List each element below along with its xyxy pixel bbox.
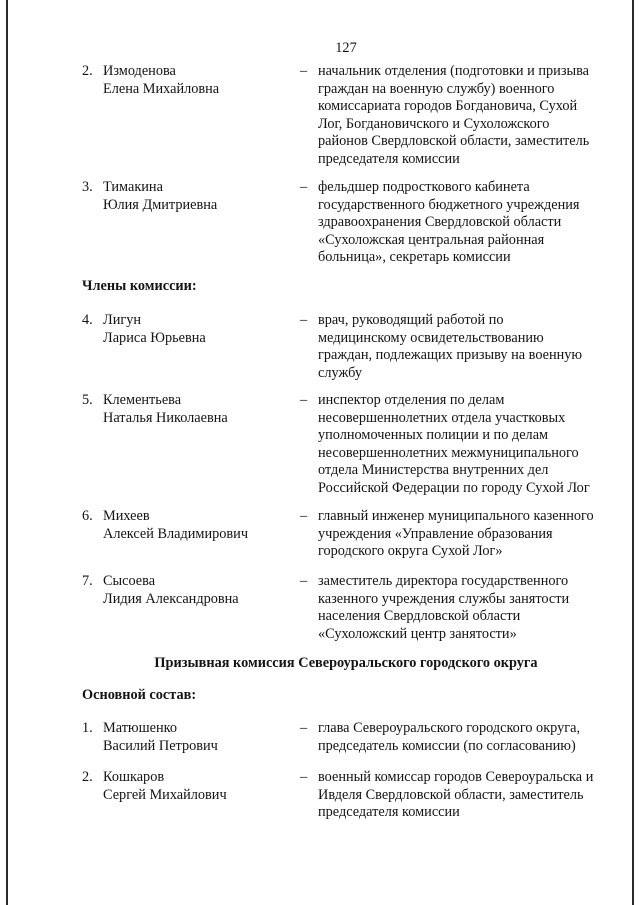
member-position: [318, 312, 618, 382]
position-line: казенного учреждения службы занятости: [318, 590, 570, 607]
scan-edge-right: [632, 0, 634, 905]
position-line: несовершеннолетних отдела участковых: [318, 409, 566, 426]
member-surname: Лигун: [103, 312, 142, 328]
member-surname: Кошкаров: [103, 769, 165, 785]
commission-heading: Призывная комиссия Североуральского городского округа: [154, 655, 538, 671]
member-given-names: Лидия Александровна: [103, 590, 239, 607]
position-line: несовершеннолетних межмуниципального: [318, 444, 579, 461]
entry-number: 2.: [82, 769, 93, 785]
member-surname: Сысоева: [103, 573, 156, 589]
entry-number: 4.: [82, 312, 93, 328]
entry-number: 6.: [82, 508, 93, 524]
member-position: [318, 769, 618, 822]
position-line: Лог, Богдановичского и Сухоложского: [318, 115, 550, 132]
member-position: [318, 508, 618, 561]
member-position: [318, 63, 618, 169]
entry-dash: –: [300, 179, 308, 195]
member-surname: Михеев: [103, 508, 150, 524]
member-name: [103, 769, 293, 804]
member-position: [318, 573, 618, 643]
position-line: городского округа Сухой Лог»: [318, 543, 503, 560]
entry-number: 3.: [82, 179, 93, 195]
position-line: заместитель директора государственного: [318, 573, 569, 589]
position-line: главный инженер муниципального казенного: [318, 508, 594, 524]
member-surname: Тимакина: [103, 179, 163, 195]
position-line: граждан, подлежащих призыву на военную: [318, 347, 583, 364]
scan-edge-left: [6, 0, 8, 905]
member-surname: Клементьева: [103, 392, 182, 408]
member-given-names: Наталья Николаевна: [103, 409, 228, 426]
position-line: здравоохранения Свердловской области: [318, 214, 562, 231]
member-position: [318, 720, 618, 755]
position-line: службу: [318, 364, 363, 381]
entry-number: 5.: [82, 392, 93, 408]
entry-dash: –: [300, 312, 308, 328]
member-position: [318, 179, 618, 267]
position-line: населения Свердловской области: [318, 608, 521, 625]
position-line: военный комиссар городов Североуральска и: [318, 769, 594, 785]
position-line: «Сухоложский центр занятости»: [318, 625, 517, 642]
member-name: [103, 179, 293, 214]
position-line: фельдшер подросткового кабинета: [318, 179, 530, 195]
member-given-names: Юлия Дмитриевна: [103, 196, 218, 213]
entry-dash: –: [300, 63, 308, 79]
entry-dash: –: [300, 769, 308, 785]
position-line: комиссариата городов Богдановича, Сухой: [318, 98, 578, 115]
entry-dash: –: [300, 508, 308, 524]
position-line: Российской Федерации по городу Сухой Лог: [318, 479, 590, 496]
entry-dash: –: [300, 573, 308, 589]
entry-number: 7.: [82, 573, 93, 589]
main-composition-heading: Основной состав:: [82, 687, 197, 703]
position-line: врач, руководящий работой по: [318, 312, 504, 328]
position-line: председателя комиссии: [318, 150, 460, 167]
entry-dash: –: [300, 720, 308, 736]
member-name: [103, 573, 293, 608]
position-line: председателя комиссии: [318, 804, 460, 821]
member-name: [103, 63, 293, 98]
position-line: районов Свердловской области, заместитель: [318, 133, 590, 150]
position-line: начальник отделения (подготовки и призыва: [318, 63, 589, 79]
position-line: граждан на военную службу) военного: [318, 80, 555, 97]
entry-number: 2.: [82, 63, 93, 79]
member-given-names: Василий Петрович: [103, 737, 218, 754]
position-line: глава Североуральского городского округа,: [318, 720, 581, 736]
member-given-names: Лариса Юрьевна: [103, 329, 206, 346]
entry-number: 1.: [82, 720, 93, 736]
position-line: медицинскому освидетельствованию: [318, 329, 544, 346]
member-given-names: Елена Михайловна: [103, 80, 220, 97]
position-line: больница», секретарь комиссии: [318, 249, 511, 266]
member-surname: Измоденова: [103, 63, 176, 79]
member-position: [318, 392, 618, 498]
position-line: учреждения «Управление образования: [318, 525, 553, 542]
position-line: отдела Министерства внутренних дел: [318, 462, 549, 479]
member-given-names: Алексей Владимирович: [103, 525, 249, 542]
page-number: 127: [335, 40, 357, 56]
position-line: председатель комиссии (по согласованию): [318, 737, 576, 754]
position-line: государственного бюджетного учреждения: [318, 196, 580, 213]
member-name: [103, 392, 293, 427]
position-line: инспектор отделения по делам: [318, 392, 505, 408]
member-name: [103, 312, 293, 347]
position-line: «Сухоложская центральная районная: [318, 231, 545, 248]
members-heading: Члены комиссии:: [82, 278, 197, 294]
member-given-names: Сергей Михайлович: [103, 786, 227, 803]
member-name: [103, 720, 293, 755]
member-name: [103, 508, 293, 543]
position-line: уполномоченных полиции и по делам: [318, 427, 549, 444]
entry-dash: –: [300, 392, 308, 408]
position-line: Ивделя Свердловской области, заместитель: [318, 786, 584, 803]
member-surname: Матюшенко: [103, 720, 177, 736]
